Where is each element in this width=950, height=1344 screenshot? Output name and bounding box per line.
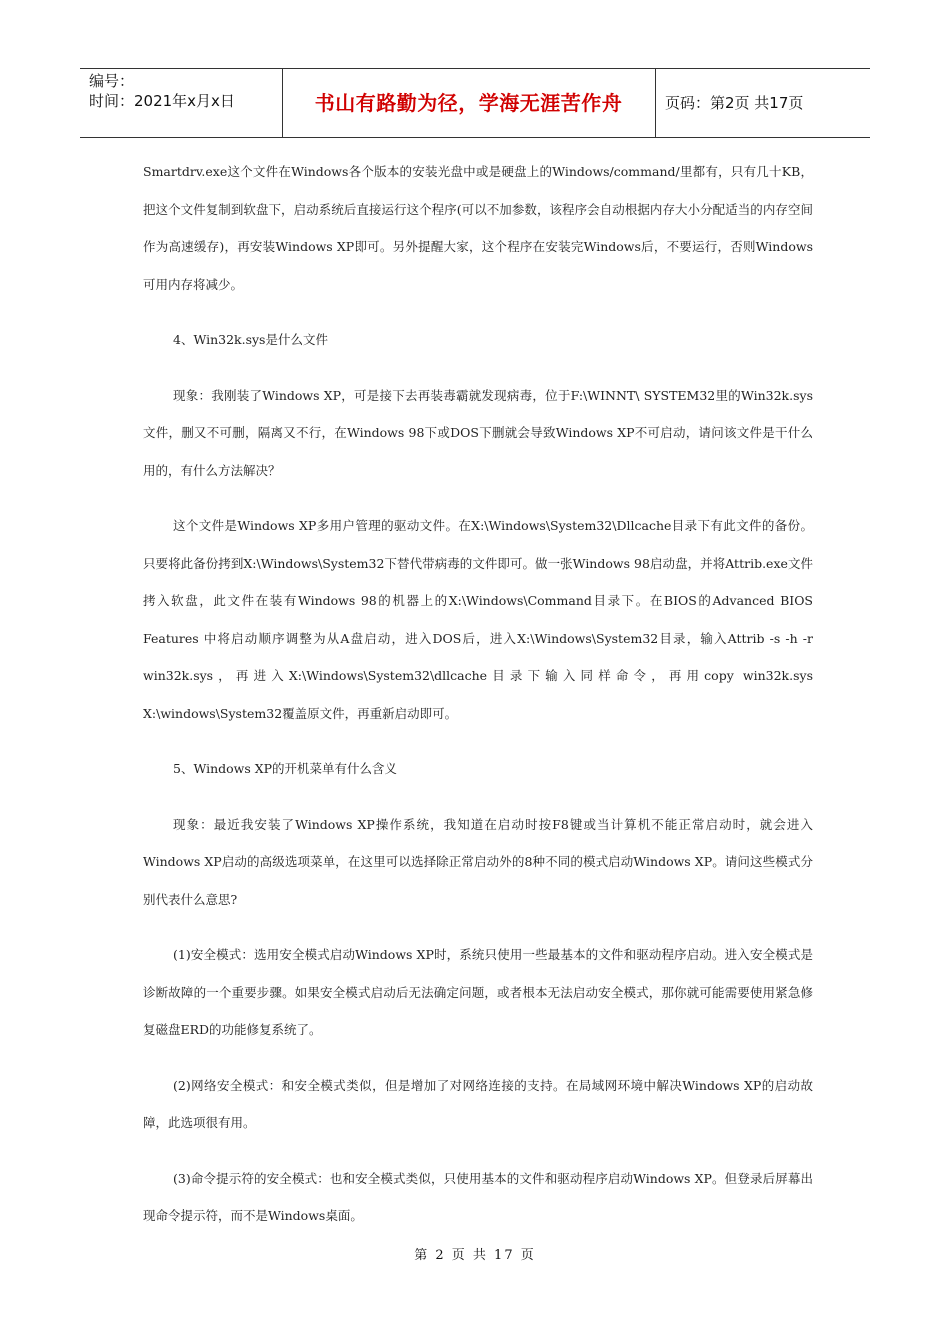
- paragraph-safe-mode-network: (2)网络安全模式：和安全模式类似，但是增加了对网络连接的支持。在局域网环境中解决Windows XP的启动故障，此选项很有用。: [143, 1077, 813, 1130]
- section-heading-win32k: 4、Win32k.sys是什么文件: [173, 332, 328, 347]
- page-footer: [0, 1244, 950, 1263]
- footer-page-number: 第 2 页 共 17 页: [414, 1248, 536, 1263]
- header-motto: 书山有路勤为径，学海无涯苦作舟: [314, 91, 623, 115]
- paragraph-win32k-symptom: 现象：我刚装了Windows XP，可是接下去再装毒霸就发现病毒，位于F:\WINNT\ SYSTEM32里的Win32k.sys文件，删又不可删，隔离又不行，在Windows 98下或DOS下删就会导致Windows XP不可启动，请问该文件是干什么用的，有什么方法解决？: [143, 387, 813, 478]
- header-motto-cell: [282, 69, 656, 137]
- section-heading-boot-menu: 5、Windows XP的开机菜单有什么含义: [173, 761, 398, 776]
- header-page-cell: [656, 69, 870, 137]
- paragraph-safe-mode-cmd: (3)命令提示符的安全模式：也和安全模式类似，只使用基本的文件和驱动程序启动Windows XP。但登录后屏幕出现命令提示符，而不是Windows桌面。: [143, 1170, 813, 1223]
- paragraph-win32k-solution: 这个文件是Windows XP多用户管理的驱动文件。在X:\Windows\System32\Dllcache目录下有此文件的备份。只要将此备份拷到X:\Windows\System32下替代带病毒的文件即可。做一张Windows 98启动盘，并将Attrib.exe文件拷入软盘，此文件在装有Windows 98的机器上的X:\Windows\Command目录下。在BIOS的Advanced BIOS Features 中将启动顺序调整为从A盘启动，进入DOS后，进入X:\Windows\System32目录，输入Attrib -s -h -r win32k.sys，再进入X:\Windows\System32\dllcache目录下输入同样命令，再用copy win32k.sys X:\windows\System32覆盖原文件，再重新启动即可。: [143, 518, 813, 721]
- document-number-label: 编号：: [89, 72, 135, 90]
- header-meta-cell: [80, 69, 283, 137]
- header-page-info: 页码：第2页 共17页: [665, 94, 804, 112]
- paragraph-safe-mode: (1)安全模式：选用安全模式启动Windows XP时，系统只使用一些最基本的文件和驱动程序启动。进入安全模式是诊断故障的一个重要步骤。如果安全模式启动后无法确定问题，或者根本无法启动安全模式，那你就可能需要使用紧急修复磁盘ERD的功能修复系统了。: [143, 947, 813, 1037]
- page-header: [80, 68, 870, 138]
- document-date: 时间：2021年x月x日: [89, 92, 235, 110]
- paragraph-smartdrv: Smartdrv.exe这个文件在Windows各个版本的安装光盘中或是硬盘上的Windows/command/里都有，只有几十KB，把这个文件复制到软盘下，启动系统后直接运行这个程序(可以不加参数，该程序会自动根据内存大小分配适当的内存空间作为高速缓存)，再安装Windows XP即可。另外提醒大家，这个程序在安装完Windows后，不要运行，否则Windows可用内存将减少。: [143, 164, 813, 292]
- paragraph-boot-menu-symptom: 现象：最近我安装了Windows XP操作系统，我知道在启动时按F8键或当计算机不能正常启动时，就会进入Windows XP启动的高级选项菜单，在这里可以选择除正常启动外的8种不同的模式启动Windows XP。请问这些模式分别代表什么意思?: [143, 816, 813, 907]
- document-body: [143, 153, 813, 1235]
